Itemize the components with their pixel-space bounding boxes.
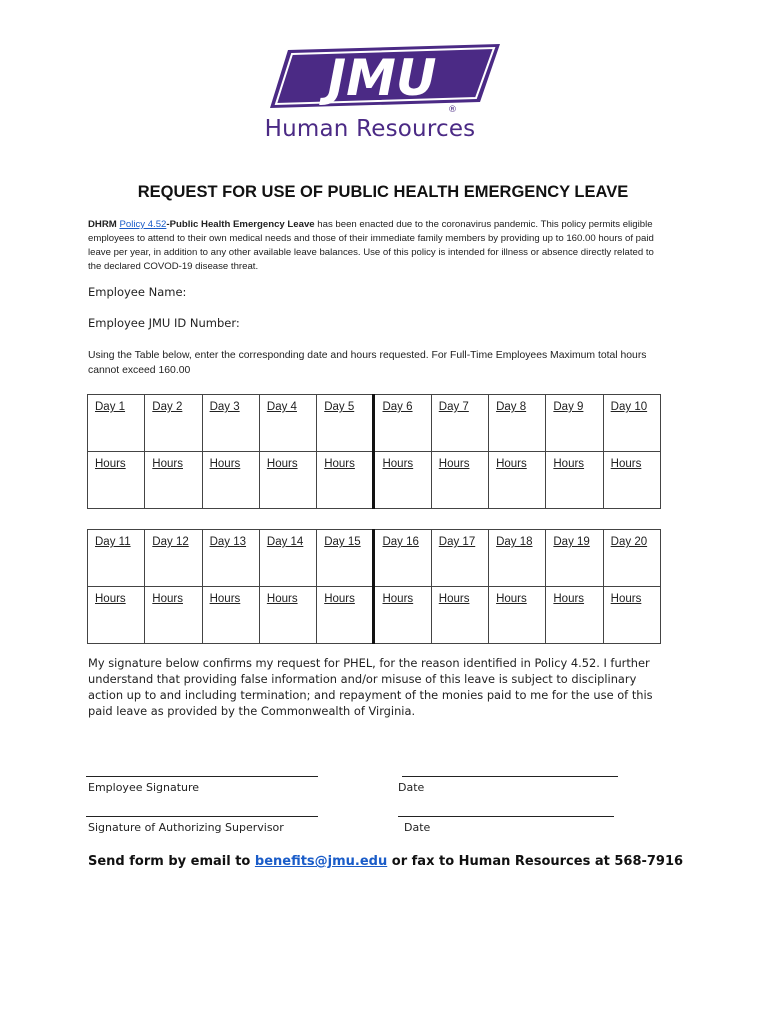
- day-cell[interactable]: Day 11: [88, 530, 145, 587]
- hours-cell[interactable]: Hours: [431, 452, 488, 509]
- hours-cell[interactable]: Hours: [374, 452, 431, 509]
- day-cell[interactable]: Day 7: [431, 395, 488, 452]
- day-cell[interactable]: Day 17: [431, 530, 488, 587]
- day-cell[interactable]: Day 1: [88, 395, 145, 452]
- day-cell[interactable]: Day 13: [202, 530, 259, 587]
- supervisor-signature-line[interactable]: [86, 816, 318, 817]
- hours-cell[interactable]: Hours: [603, 587, 660, 644]
- day-cell[interactable]: Day 6: [374, 395, 431, 452]
- table-row: [88, 395, 661, 452]
- hours-cell[interactable]: Hours: [603, 452, 660, 509]
- logo-text: JMU: [327, 49, 437, 107]
- hours-cell[interactable]: Hours: [145, 587, 202, 644]
- hours-cell[interactable]: Hours: [259, 587, 316, 644]
- hours-cell[interactable]: Hours: [202, 452, 259, 509]
- policy-link[interactable]: Policy 4.52: [119, 219, 167, 230]
- hours-cell[interactable]: Hours: [202, 587, 259, 644]
- form-title: REQUEST FOR USE OF PUBLIC HEALTH EMERGENCY LEAVE: [137, 183, 629, 201]
- hours-cell[interactable]: Hours: [259, 452, 316, 509]
- day-cell[interactable]: Day 18: [489, 530, 546, 587]
- hours-cell[interactable]: Hours: [546, 452, 603, 509]
- hours-cell[interactable]: Hours: [489, 452, 546, 509]
- intro-paragraph: DHRM Policy 4.52-Public Health Emergency Leave has been enacted due to the coronavirus pandemic. This policy permits eligible employees to attend to their own medical needs and those of their immediate family members by providing up to 160.00 hours of paid leave per year, in addition to any other available leave balances. Use of this policy is intended for illness or absence directly related to the declared COVOD-19 disease threat.: [88, 219, 654, 272]
- table-row: [88, 530, 661, 587]
- day-cell[interactable]: Day 9: [546, 395, 603, 452]
- day-cell[interactable]: Day 15: [317, 530, 374, 587]
- supervisor-signature-label: Signature of Authorizing Supervisor: [88, 821, 284, 834]
- day-cell[interactable]: Day 16: [374, 530, 431, 587]
- date-label-2: Date: [404, 821, 431, 834]
- day-cell[interactable]: Day 20: [603, 530, 660, 587]
- submission-instructions: Send form by email to benefits@jmu.edu or fax to Human Resources at 568-7916: [88, 854, 684, 869]
- hours-cell[interactable]: Hours: [88, 452, 145, 509]
- days-table-2: [87, 529, 661, 644]
- department-title: Human Resources: [264, 116, 476, 142]
- day-cell[interactable]: Day 3: [202, 395, 259, 452]
- instructions-text: Using the Table below, enter the corresponding date and hours requested. For Full-Time Employees Maximum total hours cannot exceed 160.00: [88, 350, 647, 376]
- hours-cell[interactable]: Hours: [374, 587, 431, 644]
- day-cell[interactable]: Day 8: [489, 395, 546, 452]
- day-cell[interactable]: Day 4: [259, 395, 316, 452]
- employee-signature-label: Employee Signature: [88, 781, 200, 794]
- hours-cell[interactable]: Hours: [489, 587, 546, 644]
- day-cell[interactable]: Day 10: [603, 395, 660, 452]
- table-row: [88, 587, 661, 644]
- day-cell[interactable]: Day 14: [259, 530, 316, 587]
- date-line-1[interactable]: [402, 776, 618, 777]
- svg-text:®: ®: [448, 105, 457, 115]
- employee-id-label: Employee JMU ID Number:: [88, 316, 240, 330]
- day-cell[interactable]: Day 19: [546, 530, 603, 587]
- employee-signature-line[interactable]: [86, 776, 318, 777]
- date-label-1: Date: [398, 781, 425, 794]
- benefits-email-link[interactable]: benefits@jmu.edu: [254, 854, 388, 869]
- hours-cell[interactable]: Hours: [88, 587, 145, 644]
- hours-cell[interactable]: Hours: [546, 587, 603, 644]
- days-table-1: [87, 394, 661, 509]
- hours-cell[interactable]: Hours: [317, 587, 374, 644]
- hours-cell[interactable]: Hours: [431, 587, 488, 644]
- date-line-2[interactable]: [398, 816, 614, 817]
- day-cell[interactable]: Day 12: [145, 530, 202, 587]
- day-cell[interactable]: Day 5: [317, 395, 374, 452]
- day-cell[interactable]: Day 2: [145, 395, 202, 452]
- confirmation-statement: My signature below confirms my request for PHEL, for the reason identified in Policy 4.52. I further understand that providing false information and/or misuse of this leave is subject to disciplinary action up to and including termination; and repayment of the monies paid to me for the use of this paid leave as provided by the Commonwealth of Virginia.: [88, 656, 653, 718]
- hours-cell[interactable]: Hours: [145, 452, 202, 509]
- jmu-logo: [270, 40, 500, 190]
- employee-name-label: Employee Name:: [88, 285, 187, 299]
- hours-cell[interactable]: Hours: [317, 452, 374, 509]
- table-row: [88, 452, 661, 509]
